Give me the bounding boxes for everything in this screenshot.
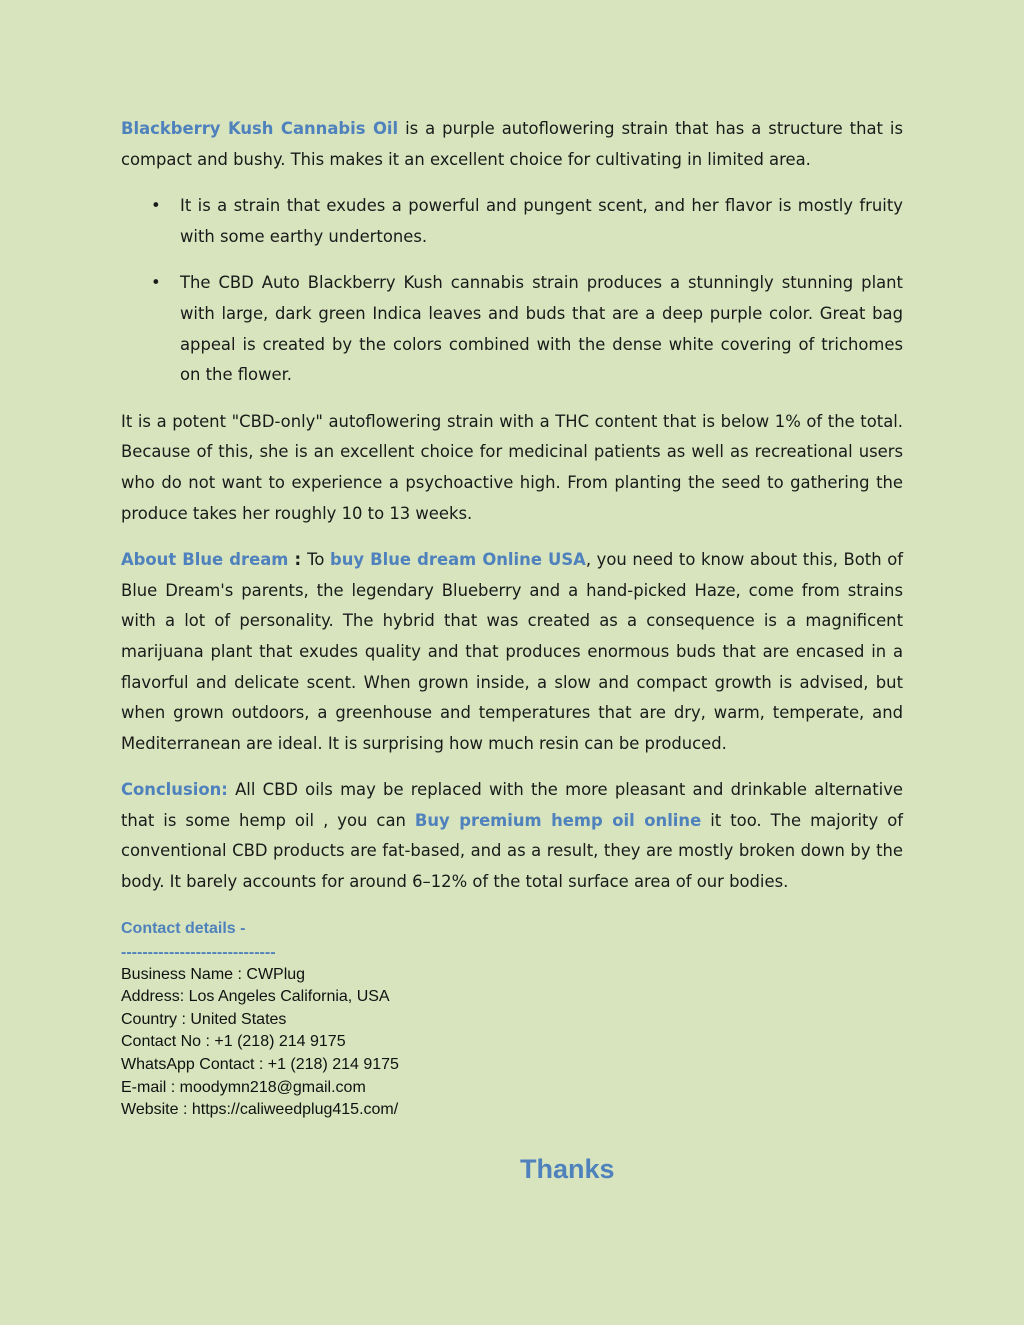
conclusion-text-1: All CBD oils may be replaced with the more pleasant and drinkable alternative that is some hemp oil , you can bbox=[121, 780, 903, 830]
about-heading: About Blue dream bbox=[121, 550, 289, 570]
intro-text: is a purple autoflowering strain that has a structure that is compact and bushy. This makes it an excellent choice for cultivating in limited area. bbox=[121, 119, 903, 169]
blackberry-kush-link[interactable]: Blackberry Kush Cannabis Oil bbox=[121, 119, 399, 138]
potency-paragraph: It is a potent "CBD-only" autoflowering strain with a THC content that is below 1% of the total. Because of this, she is an excellent choice for medicinal patients as well as recreational users who do not want to experience a psychoactive high. From planting the seed to gathering the produce takes her roughly 10 to 13 weeks. bbox=[121, 411, 903, 523]
about-separator: : bbox=[288, 550, 308, 570]
contact-divider: ----------------------------- bbox=[121, 943, 276, 961]
intro-paragraph bbox=[121, 114, 903, 175]
document-body bbox=[121, 114, 903, 1122]
about-to: To bbox=[307, 550, 330, 570]
website[interactable]: Website : https://caliweedplug415.com/ bbox=[121, 1101, 399, 1119]
bullet-icon: • bbox=[151, 196, 161, 216]
thanks-heading: Thanks bbox=[520, 1154, 615, 1184]
address: Address: Los Angeles California, USA bbox=[121, 988, 390, 1006]
list-item-text: The CBD Auto Blackberry Kush cannabis strain produces a stunningly stunning plant with large, dark green Indica leaves and buds that are a deep purple color. Great bag appeal is created by the colors combined with the dense white covering of trichomes on the flower. bbox=[180, 273, 903, 385]
about-text: , you need to know about this, Both of Blue Dream's parents, the legendary Blueberry and a hand-picked Haze, come from strains with a lot of personality. The hybrid that was created as a consequence is a magnificent marijuana plant that exudes quality and that produces enormous buds that are encased in a flavorful and delicate scent. When grown inside, a slow and compact growth is advised, but when grown outdoors, a greenhouse and temperatures that are dry, warm, temperate, and Mediterranean are ideal. It is surprising how much resin can be produced. bbox=[121, 550, 903, 753]
list-item-text: It is a strain that exudes a powerful and pungent scent, and her flavor is mostly fruity with some earthy undertones. bbox=[180, 196, 903, 246]
business-name: Business Name : CWPlug bbox=[121, 965, 306, 983]
bullet-icon: • bbox=[151, 273, 161, 293]
buy-hemp-oil-link[interactable]: Buy premium hemp oil online bbox=[414, 810, 702, 830]
contact-number: Contact No : +1 (218) 214 9175 bbox=[121, 1033, 346, 1051]
about-paragraph bbox=[121, 545, 903, 759]
list-item bbox=[121, 191, 903, 252]
contact-title: Contact details - bbox=[121, 919, 246, 937]
feature-list bbox=[121, 191, 903, 391]
list-item bbox=[121, 268, 903, 390]
country: Country : United States bbox=[121, 1010, 287, 1028]
email[interactable]: E-mail : moodymn218@gmail.com bbox=[121, 1078, 366, 1096]
buy-blue-dream-link[interactable]: buy Blue dream Online USA bbox=[329, 550, 586, 570]
conclusion-paragraph bbox=[121, 775, 903, 897]
conclusion-heading: Conclusion: bbox=[121, 780, 228, 800]
contact-details bbox=[121, 916, 903, 1122]
whatsapp-contact: WhatsApp Contact : +1 (218) 214 9175 bbox=[121, 1056, 399, 1074]
conclusion-text-2: it too. The majority of conventional CBD products are fat-based, and as a result, they are mostly broken down by the body. It barely accounts for around 6–12% of the total surface area of our bodies. bbox=[121, 810, 903, 892]
